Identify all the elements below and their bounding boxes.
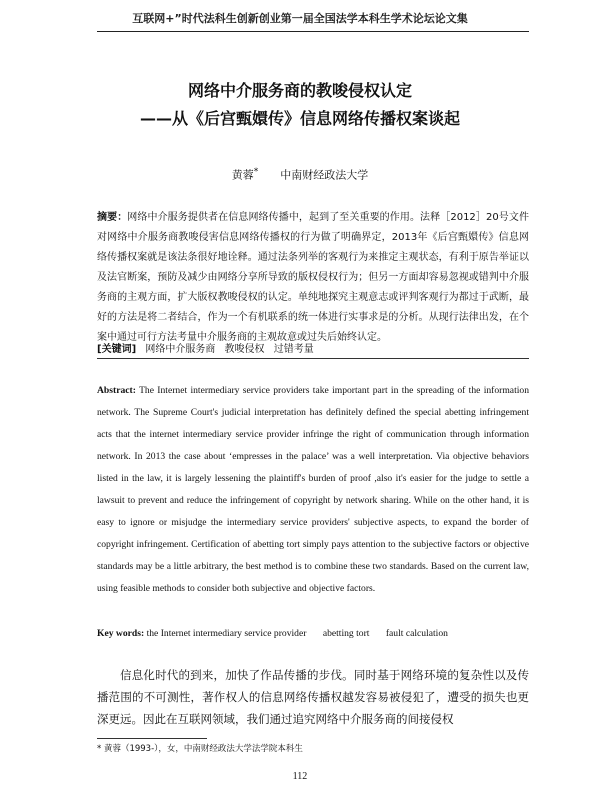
abstract-chinese-label: 摘要： [97, 212, 128, 223]
paper-title: 网络中介服务商的教唆侵权认定 [187, 81, 412, 100]
footnote: * 黄蓉（1993-），女，中南财经政法大学法学院本科生 [97, 744, 303, 754]
keywords-english-label: Key words: [97, 628, 145, 639]
keywords-divider [97, 358, 529, 359]
author-affiliation: 中南财经政法大学 [280, 168, 369, 182]
running-header: 互联网+”时代法科生创新创业第一届全国法学本科生学术论坛论文集 [132, 12, 468, 25]
paper-subtitle: ——从《后宫甄嬛传》信息网络传播权案谈起 [139, 109, 460, 128]
header-divider [97, 31, 529, 32]
keyword-english: fault calculation [385, 628, 448, 639]
keyword-chinese: 教唆侵权 [224, 344, 265, 355]
keyword-chinese: 过错考量 [273, 344, 314, 355]
abstract-english [97, 380, 529, 600]
author-line [0, 166, 600, 183]
keywords-english [97, 628, 448, 639]
keywords-chinese-label: [关键词] [97, 344, 137, 355]
keyword-chinese: 网络中介服务商 [145, 344, 216, 355]
footnote-divider [97, 738, 207, 739]
page-number: 112 [292, 771, 308, 782]
abstract-english-label: Abstract: [97, 385, 136, 396]
abstract-chinese-text: 网络中介服务提供者在信息网络传播中，起到了至关重要的作用。法释［2012］20号文件对网络中介服务商教唆侵害信息网络传播权的行为做了明确界定，2013年《后宫甄嬛传》信息网络传播权案就是该法条很好地诠释。通过法条列举的客观行为来推定主观状态，有利于原告举证以及法官断案，预防及减少由网络分享所导致的版权侵权行为；但另一方面却容易忽视或错判中介服务商的主观方面，扩大版权教唆侵权的认定。单纯地探究主观意志或评判客观行为都过于武断，最好的方法是将二者结合，作为一个有机联系的统一体进行实事求是的分析。从现行法律出发，在个案中通过可行方法考量中介服务商的主观故意或过失后始终认定。 [97, 212, 529, 343]
keyword-english: the Internet intermediary service provider [146, 628, 307, 639]
abstract-chinese [97, 208, 529, 348]
author-name: 黄蓉 [231, 168, 254, 182]
keyword-english: abetting tort [322, 628, 370, 639]
author-footnote-marker: * [253, 166, 259, 177]
keywords-chinese [97, 340, 314, 355]
abstract-english-text: The Internet intermediary service providers take important part in the spreading of the information network. The Supreme Court's judicial interpretation has definitely defined the special abetting infringement acts that the internet intermediary service provider infringe the right of communication through information network. In 2013 the case about ‘empresses in the palace’ was a well interpretation. Via objective behaviors listed in the law, it is largely lessening the plaintiff's burden of proof ,also it's easier for the judge to settle a lawsuit to prevent and reduce the infringement of copyright by network sharing. While on the other hand, it is easy to ignore or misjudge the intermediary service providers' subjective aspects, to expand the border of copyright infringement. Certification of abetting tort simply pays attention to the subjective factors or objective standards may be a little arbitrary, the best method is to combine these two standards. Based on the current law, using feasible methods to consider both subjective and objective factors. [97, 385, 529, 594]
body-paragraph: 信息化时代的到来，加快了作品传播的步伐。同时基于网络环境的复杂性以及传播范围的不可测性，著作权人的信息网络传播权越发容易被侵犯了，遭受的损失也更深更远。因此在互联网领域，我们通过追究网络中介服务商的间接侵权 [97, 668, 529, 726]
